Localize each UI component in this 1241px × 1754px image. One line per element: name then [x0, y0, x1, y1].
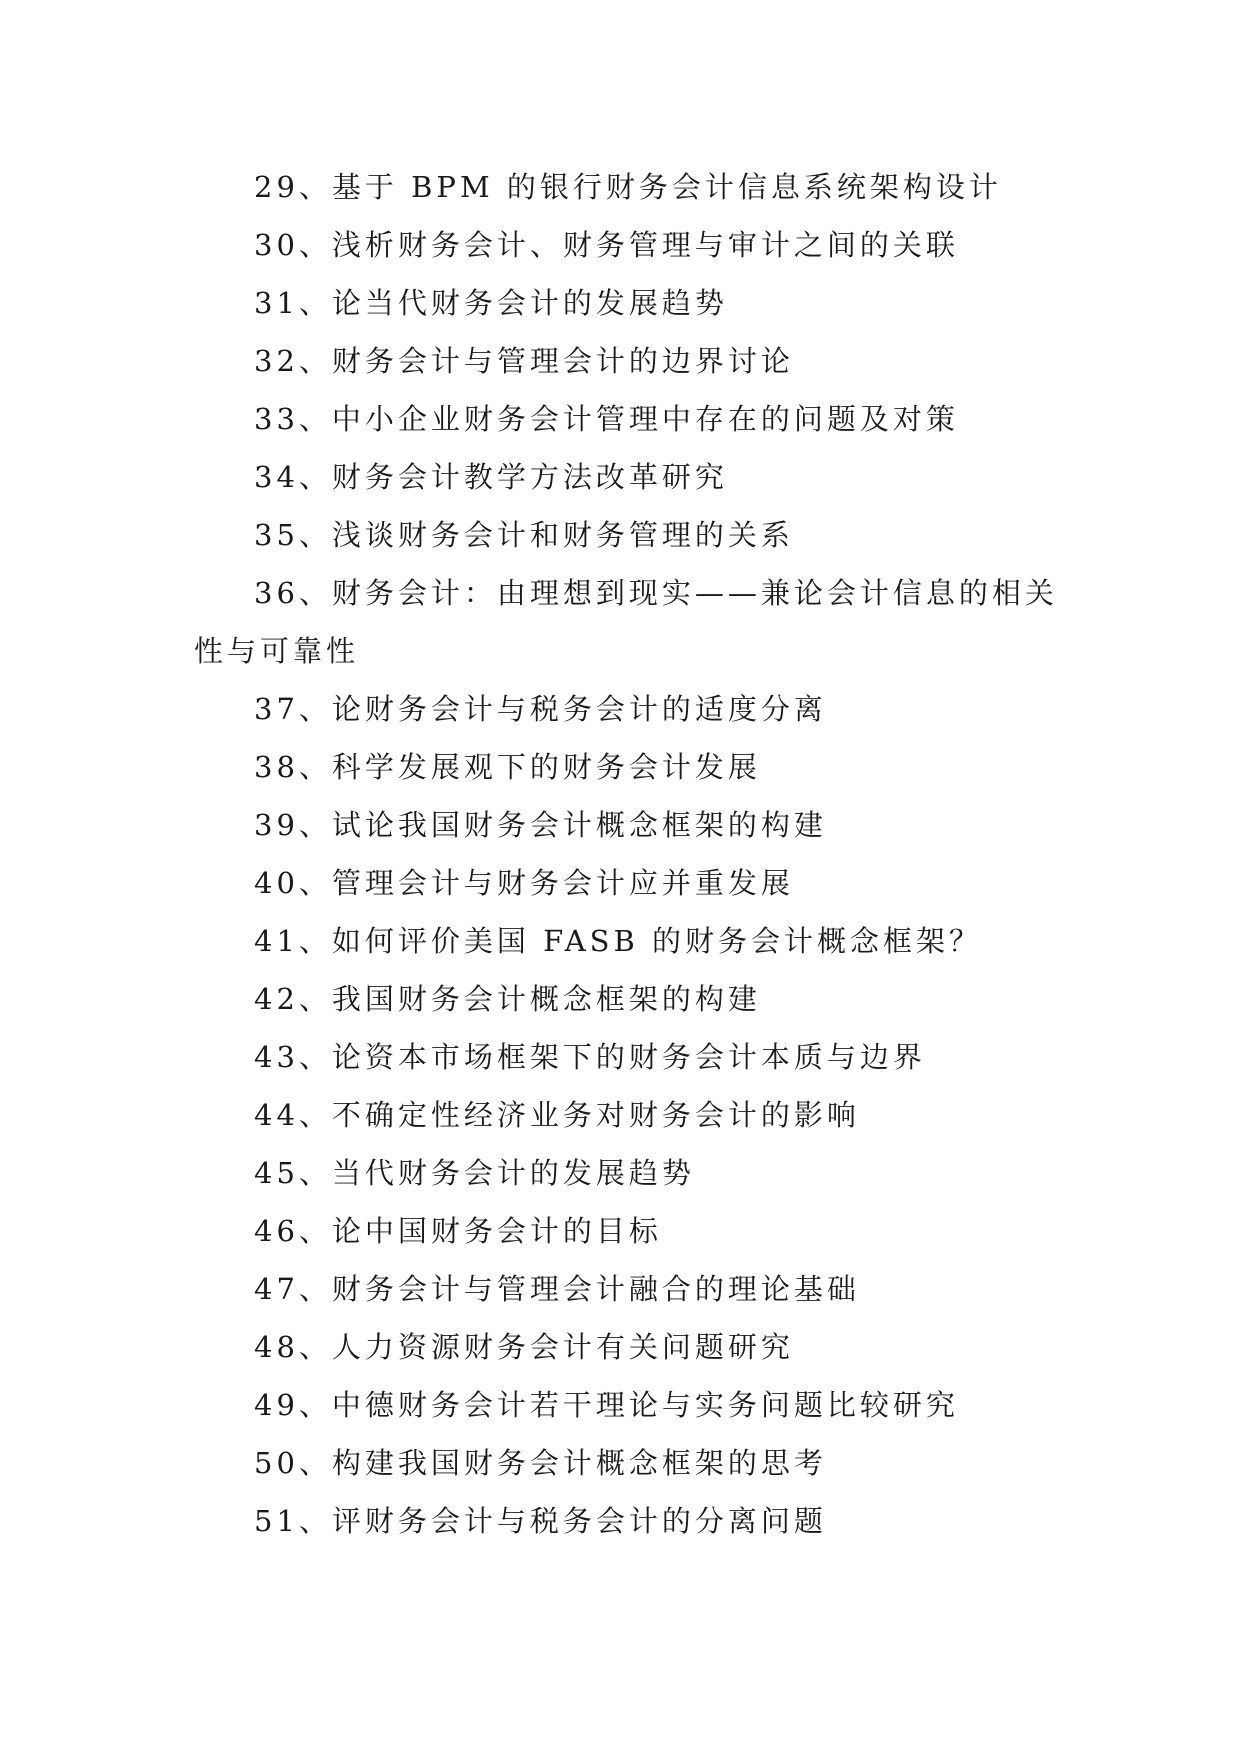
list-item: 45、当代财务会计的发展趋势: [254, 1156, 695, 1190]
list-item: 29、基于 BPM 的银行财务会计信息系统架构设计: [254, 170, 1002, 204]
list-item: 50、构建我国财务会计概念框架的思考: [254, 1446, 827, 1480]
list-item: 36、财务会计：由理想到现实——兼论会计信息的相关性与可靠性: [194, 576, 1058, 668]
list-item: 43、论资本市场框架下的财务会计本质与边界: [254, 1040, 926, 1074]
list-item: 48、人力资源财务会计有关问题研究: [254, 1330, 794, 1364]
list-item: 31、论当代财务会计的发展趋势: [254, 286, 728, 320]
list-item: 38、科学发展观下的财务会计发展: [254, 750, 761, 784]
list-item: 34、财务会计教学方法改革研究: [254, 460, 728, 494]
list-item: 33、中小企业财务会计管理中存在的问题及对策: [254, 402, 959, 436]
list-item: 41、如何评价美国 FASB 的财务会计概念框架？: [254, 924, 983, 958]
list-item: 46、论中国财务会计的目标: [254, 1214, 662, 1248]
list-item: 30、浅析财务会计、财务管理与审计之间的关联: [254, 228, 959, 262]
list-item: 32、财务会计与管理会计的边界讨论: [254, 344, 794, 378]
title-list: [194, 158, 1064, 1550]
list-item: 51、评财务会计与税务会计的分离问题: [254, 1504, 827, 1538]
list-item: 42、我国财务会计概念框架的构建: [254, 982, 761, 1016]
list-item: 44、不确定性经济业务对财务会计的影响: [254, 1098, 860, 1132]
list-item: 37、论财务会计与税务会计的适度分离: [254, 692, 827, 726]
list-item: 39、试论我国财务会计概念框架的构建: [254, 808, 827, 842]
list-item: 47、财务会计与管理会计融合的理论基础: [254, 1272, 860, 1306]
list-item: 49、中德财务会计若干理论与实务问题比较研究: [254, 1388, 959, 1422]
list-item: 35、浅谈财务会计和财务管理的关系: [254, 518, 794, 552]
list-item: 40、管理会计与财务会计应并重发展: [254, 866, 794, 900]
